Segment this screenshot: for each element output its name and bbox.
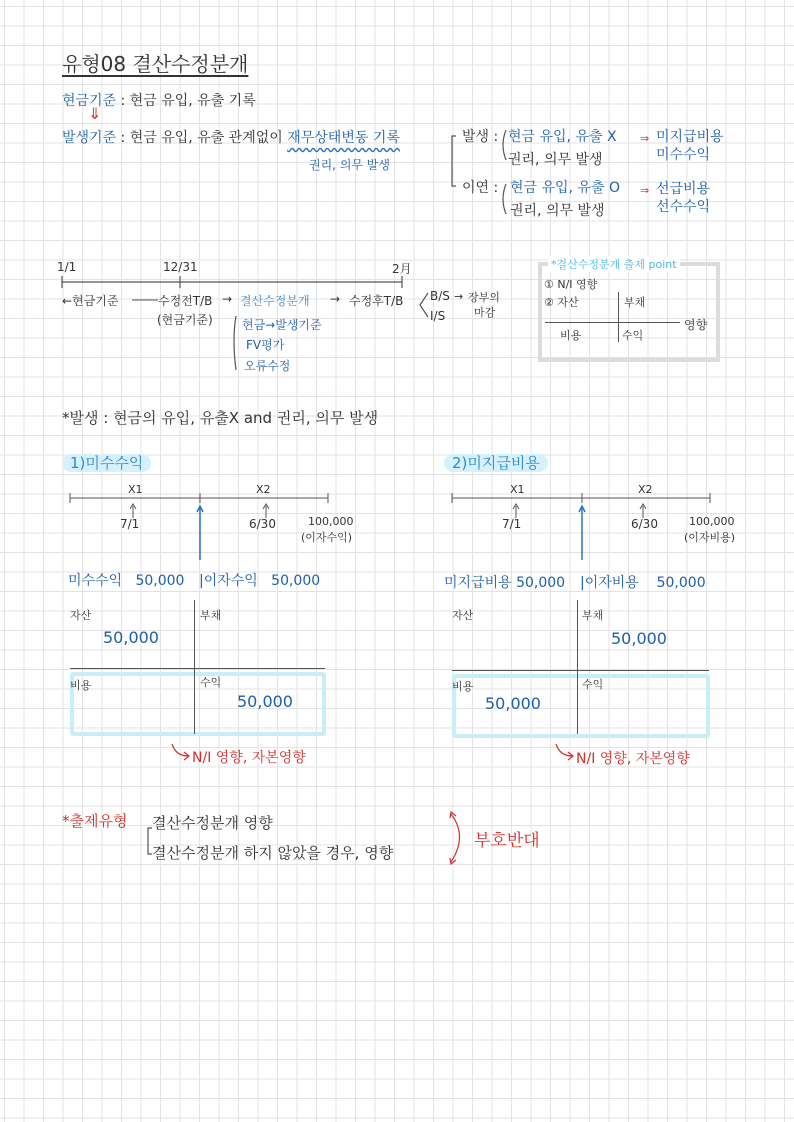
timeline-arrow-3: → xyxy=(454,290,464,303)
timeline-date-feb: 2月 xyxy=(392,262,412,276)
implies-arrow-icon: ⇒ xyxy=(640,132,650,145)
example1-amount-note2: (이자수익) xyxy=(301,531,353,544)
example2-entry-credit-text: 이자비용 50,000 xyxy=(584,575,706,591)
exam-point-liab: 부채 xyxy=(624,296,646,309)
exam-type-line2: 결산수정분개 하지 않았을 경우, 영향 xyxy=(152,844,394,862)
timeline-date-yearend: 12/31 xyxy=(163,260,198,274)
accrual-highlight: 재무상태변동 기록 xyxy=(287,130,400,146)
timeline-cash-basis: ←현금기준 xyxy=(62,294,119,308)
accrual-basis-desc: : 현금 유입, 유출 관계없이 xyxy=(116,130,288,146)
example2-entry-credit: |이자비용 50,000 xyxy=(580,575,706,591)
accrual-type-line1: 현금 유입, 유출 X xyxy=(508,129,617,145)
timeline-date-start: 1/1 xyxy=(57,260,77,274)
timeline-arrow-1: → xyxy=(222,292,233,306)
deferral-result2: 선수수익 xyxy=(656,199,711,215)
example1-expense: 비용 xyxy=(70,679,92,692)
page-title: 유형08 결산수정분개 xyxy=(62,52,249,76)
example2-expense-value: 50,000 xyxy=(485,694,541,713)
exam-point-expense: 비용 xyxy=(560,329,582,342)
cash-basis-desc: : 현금 유입, 유출 기록 xyxy=(116,93,256,109)
example2-date2: 6/30 xyxy=(631,517,658,531)
exam-type-label: *출제유형 xyxy=(62,812,128,830)
accrual-type-line2: 권리, 의무 발생 xyxy=(508,152,603,168)
example2-asset: 자산 xyxy=(452,609,474,622)
example1-x1: X1 xyxy=(128,483,143,496)
exam-point-item2: ② 자산 xyxy=(544,296,579,309)
example1-amount-note: 100,000 xyxy=(308,515,354,528)
deferral-type-line2: 권리, 의무 발생 xyxy=(510,203,605,219)
adjust-item-2: FV평가 xyxy=(246,338,285,352)
timeline-is: I/S xyxy=(430,309,446,323)
example2-amount-note: 100,000 xyxy=(689,515,735,528)
adjust-item-1: 현금→발생기준 xyxy=(242,318,322,332)
example2-expense: 비용 xyxy=(452,680,474,693)
example1-entry-credit: |이자수익 50,000 xyxy=(199,573,321,589)
timeline-pre-tb: 수정전T/B xyxy=(158,294,213,308)
example1-heading-text: 1)미수수익 xyxy=(62,454,151,472)
accrual-result2: 미수수익 xyxy=(656,147,711,163)
example1-date2: 6/30 xyxy=(249,517,276,531)
accrual-type-label: 발생 : xyxy=(462,129,499,145)
double-down-arrow-icon: ⇓ xyxy=(88,104,102,123)
example1-asset: 자산 xyxy=(70,609,92,622)
exam-point-effect: 영향 xyxy=(684,318,708,332)
accrual-result1: 미지급비용 xyxy=(656,129,724,145)
example2-revenue: 수익 xyxy=(582,678,604,691)
example1-date1: 7/1 xyxy=(120,517,140,531)
example2-entry-debit: 미지급비용 50,000 xyxy=(444,575,566,591)
example2-x1: X1 xyxy=(510,483,525,496)
timeline-post-tb: 수정후T/B xyxy=(349,294,404,308)
timeline-bs: B/S xyxy=(430,289,450,303)
exam-point-revenue: 수익 xyxy=(622,329,644,342)
accrual-definition: *발생 : 현금의 유입, 유출X and 권리, 의무 발생 xyxy=(62,409,379,427)
timeline-close: 장부의 xyxy=(468,291,500,304)
example1-x2: X2 xyxy=(256,483,271,496)
deferral-type-label: 이연 : xyxy=(462,180,499,196)
example1-revenue: 수익 xyxy=(200,676,222,689)
cash-basis-label: 현금기준 xyxy=(62,93,117,109)
timeline-close2: 마감 xyxy=(474,306,496,319)
exam-point-item1: ① N/I 영향 xyxy=(544,278,598,291)
implies-arrow-icon-2: ⇒ xyxy=(640,184,650,197)
exam-point-title: *결산수정분개 출제 point xyxy=(548,256,680,272)
deferral-result1: 선급비용 xyxy=(656,181,711,197)
timeline-adjust: 결산수정분개 xyxy=(240,294,310,308)
example1-liab: 부채 xyxy=(200,609,222,622)
example2-liab-value: 50,000 xyxy=(611,629,667,648)
example1-entry-credit-text: 이자수익 50,000 xyxy=(203,573,321,589)
example1-impact: N/I 영향, 자본영향 xyxy=(192,750,306,766)
exam-type-result: 부호반대 xyxy=(474,831,540,851)
accrual-sub: 권리, 의무 발생 xyxy=(309,158,390,172)
adjust-item-3: 오류수정 xyxy=(244,359,291,373)
example2-heading-text: 2)미지급비용 xyxy=(444,454,548,472)
example2-x2: X2 xyxy=(638,483,653,496)
exam-type-line1: 결산수정분개 영향 xyxy=(152,814,273,832)
timeline-arrow-2: → xyxy=(330,292,341,306)
timeline-pre-tb-sub: (현금기준) xyxy=(157,313,213,327)
example1-entry-debit: 미수수익 50,000 xyxy=(68,573,185,589)
example1-asset-value: 50,000 xyxy=(103,628,159,647)
example2-impact: N/I 영향, 자본영향 xyxy=(576,751,690,767)
example2-amount-note2: (이자비용) xyxy=(684,531,736,544)
example1-revenue-value: 50,000 xyxy=(237,692,293,711)
accrual-basis-label: 발생기준 xyxy=(62,130,117,146)
example2-liab: 부채 xyxy=(582,609,604,622)
example2-date1: 7/1 xyxy=(502,517,522,531)
deferral-type-line1: 현금 유입, 유출 O xyxy=(510,180,620,196)
